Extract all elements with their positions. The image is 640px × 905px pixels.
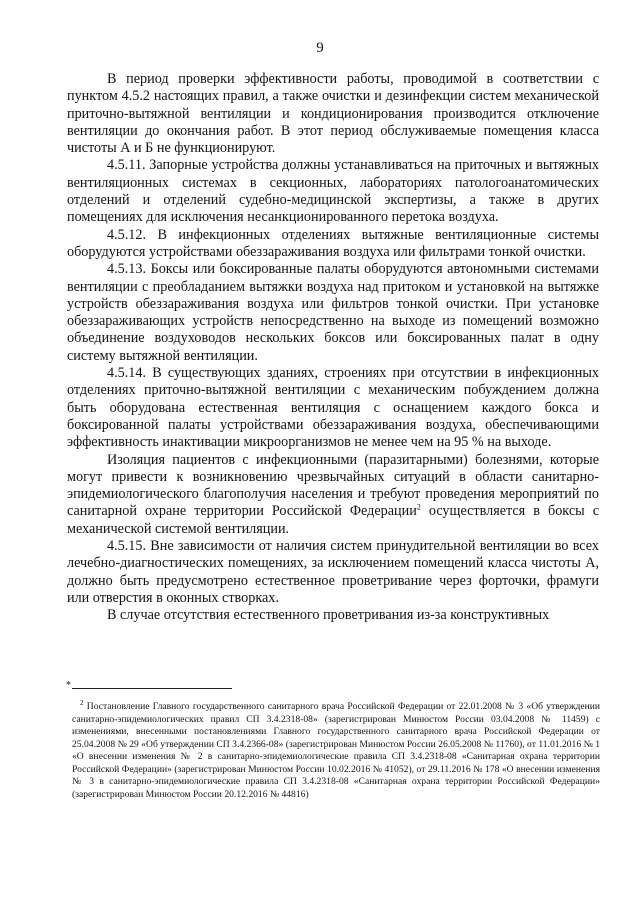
body-text bbox=[67, 71, 599, 625]
paragraph-4-5-13: 4.5.13. Боксы или боксированные палаты оборудуются автономными системами вентиляции с преобладанием вытяжки воздуха над притоком и установкой на вытяжке устройств обеззараживания воздуха или фильтров тонкой очистки. При установке обеззараживающих устройств непосредственно на выходе из помещений возможно объединение воздуховодов нескольких боксов или боксированных палат в одну систему вытяжной вентиляции. bbox=[67, 261, 599, 364]
footnote-number: 2 bbox=[80, 698, 84, 707]
footnote-marker: * bbox=[66, 680, 71, 691]
page-number: 9 bbox=[316, 40, 324, 56]
paragraph-4-5-14: 4.5.14. В существующих зданиях, строениях при отсутствии в инфекционных отделениях приточно-вытяжной вентиляции с механическим побуждением должна быть оборудована естественная вентиляция с оснащением каждого бокса и боксированной палаты устройствами обеззараживания воздуха, обеспечивающими эффективность инактивации микроорганизмов не менее чем на 95 % на выходе. bbox=[67, 365, 599, 451]
paragraph-natural-ventilation: В случае отсутствия естественного проветривания из-за конструктивных bbox=[107, 607, 550, 624]
paragraph-ventilation-check: В период проверки эффективности работы, проводимой в соответствии с пунктом 4.5.2 настоящих правил, а также очистки и дезинфекции систем механической приточно-вытяжной вентиляции и кондиционирования производится отключение вентиляции до окончания работ. В этот период обслуживаемые помещения класса чистоты А и Б не функционируют. bbox=[67, 71, 599, 157]
isolation-text: Изоляция пациентов с инфекционными (паразитарными) болезнями, которые могут привести к возникновению чрезвычайных ситуаций в области санитарно-эпидемиологического благополучия населения и требуют проведения мероприятий по санитарной охране территории Российской Федерации bbox=[67, 451, 599, 520]
isolation-tail: осуществляется в боксы с механической системой вентиляции. bbox=[67, 503, 599, 537]
paragraph-patient-isolation bbox=[67, 452, 599, 538]
footnote-divider bbox=[72, 688, 232, 689]
paragraph-4-5-12: 4.5.12. В инфекционных отделениях вытяжные вентиляционные системы оборудуются устройствами обеззараживания воздуха или фильтрами тонкой очистки. bbox=[67, 226, 599, 260]
paragraph-4-5-11: 4.5.11. Запорные устройства должны устанавливаться на приточных и вытяжных вентиляционных системах в секционных, лабораториях патологоанатомических отделений и отделений судебно-медицинской экспертизы, а также в других помещениях для исключения несанкционированного перетока воздуха. bbox=[67, 157, 599, 226]
footnote-reference: 2 bbox=[416, 502, 421, 512]
paragraph-4-5-15: 4.5.15. Вне зависимости от наличия систем принудительной вентиляции во всех лечебно-диагностических помещениях, за исключением помещений класса чистоты А, должно быть предусмотрено естественное проветривание через форточки, фрамуги или отверстия в оконных створках. bbox=[67, 538, 599, 606]
footnote bbox=[72, 698, 600, 801]
footnote-text: Постановление Главного государственного санитарного врача Российской Федерации от 22.01.2008 № 3 «Об утверждении санитарно-эпидемиологических правил СП 3.4.2318-08» (зарегистрирован Минюстом России 03.04.2008 № 11459) с изменениями, внесенными постановлениями Главного государственного санитарного врача Российской Федерации от 25.04.2008 № 29 «Об утверждении СП 3.4.2366-08» (зарегистрирован Минюстом России 26.05.2008 № 11760), от 11.01.2016 № 1 «О внесении изменения № 2 в санитарно-эпидемиологические правила СП 3.4.2318-08 «Санитарная охрана территории Российской Федерации» (зарегистрирован Минюстом России 10.02.2016 № 41052), от 29.11.2016 № 178 «О внесении изменения № 3 в санитарно-эпидемиологические правила СП 3.4.2318-08 «Санитарная охрана территории Российской Федерации» (зарегистрирован Минюстом России 20.12.2016 № 44816) bbox=[72, 701, 600, 800]
